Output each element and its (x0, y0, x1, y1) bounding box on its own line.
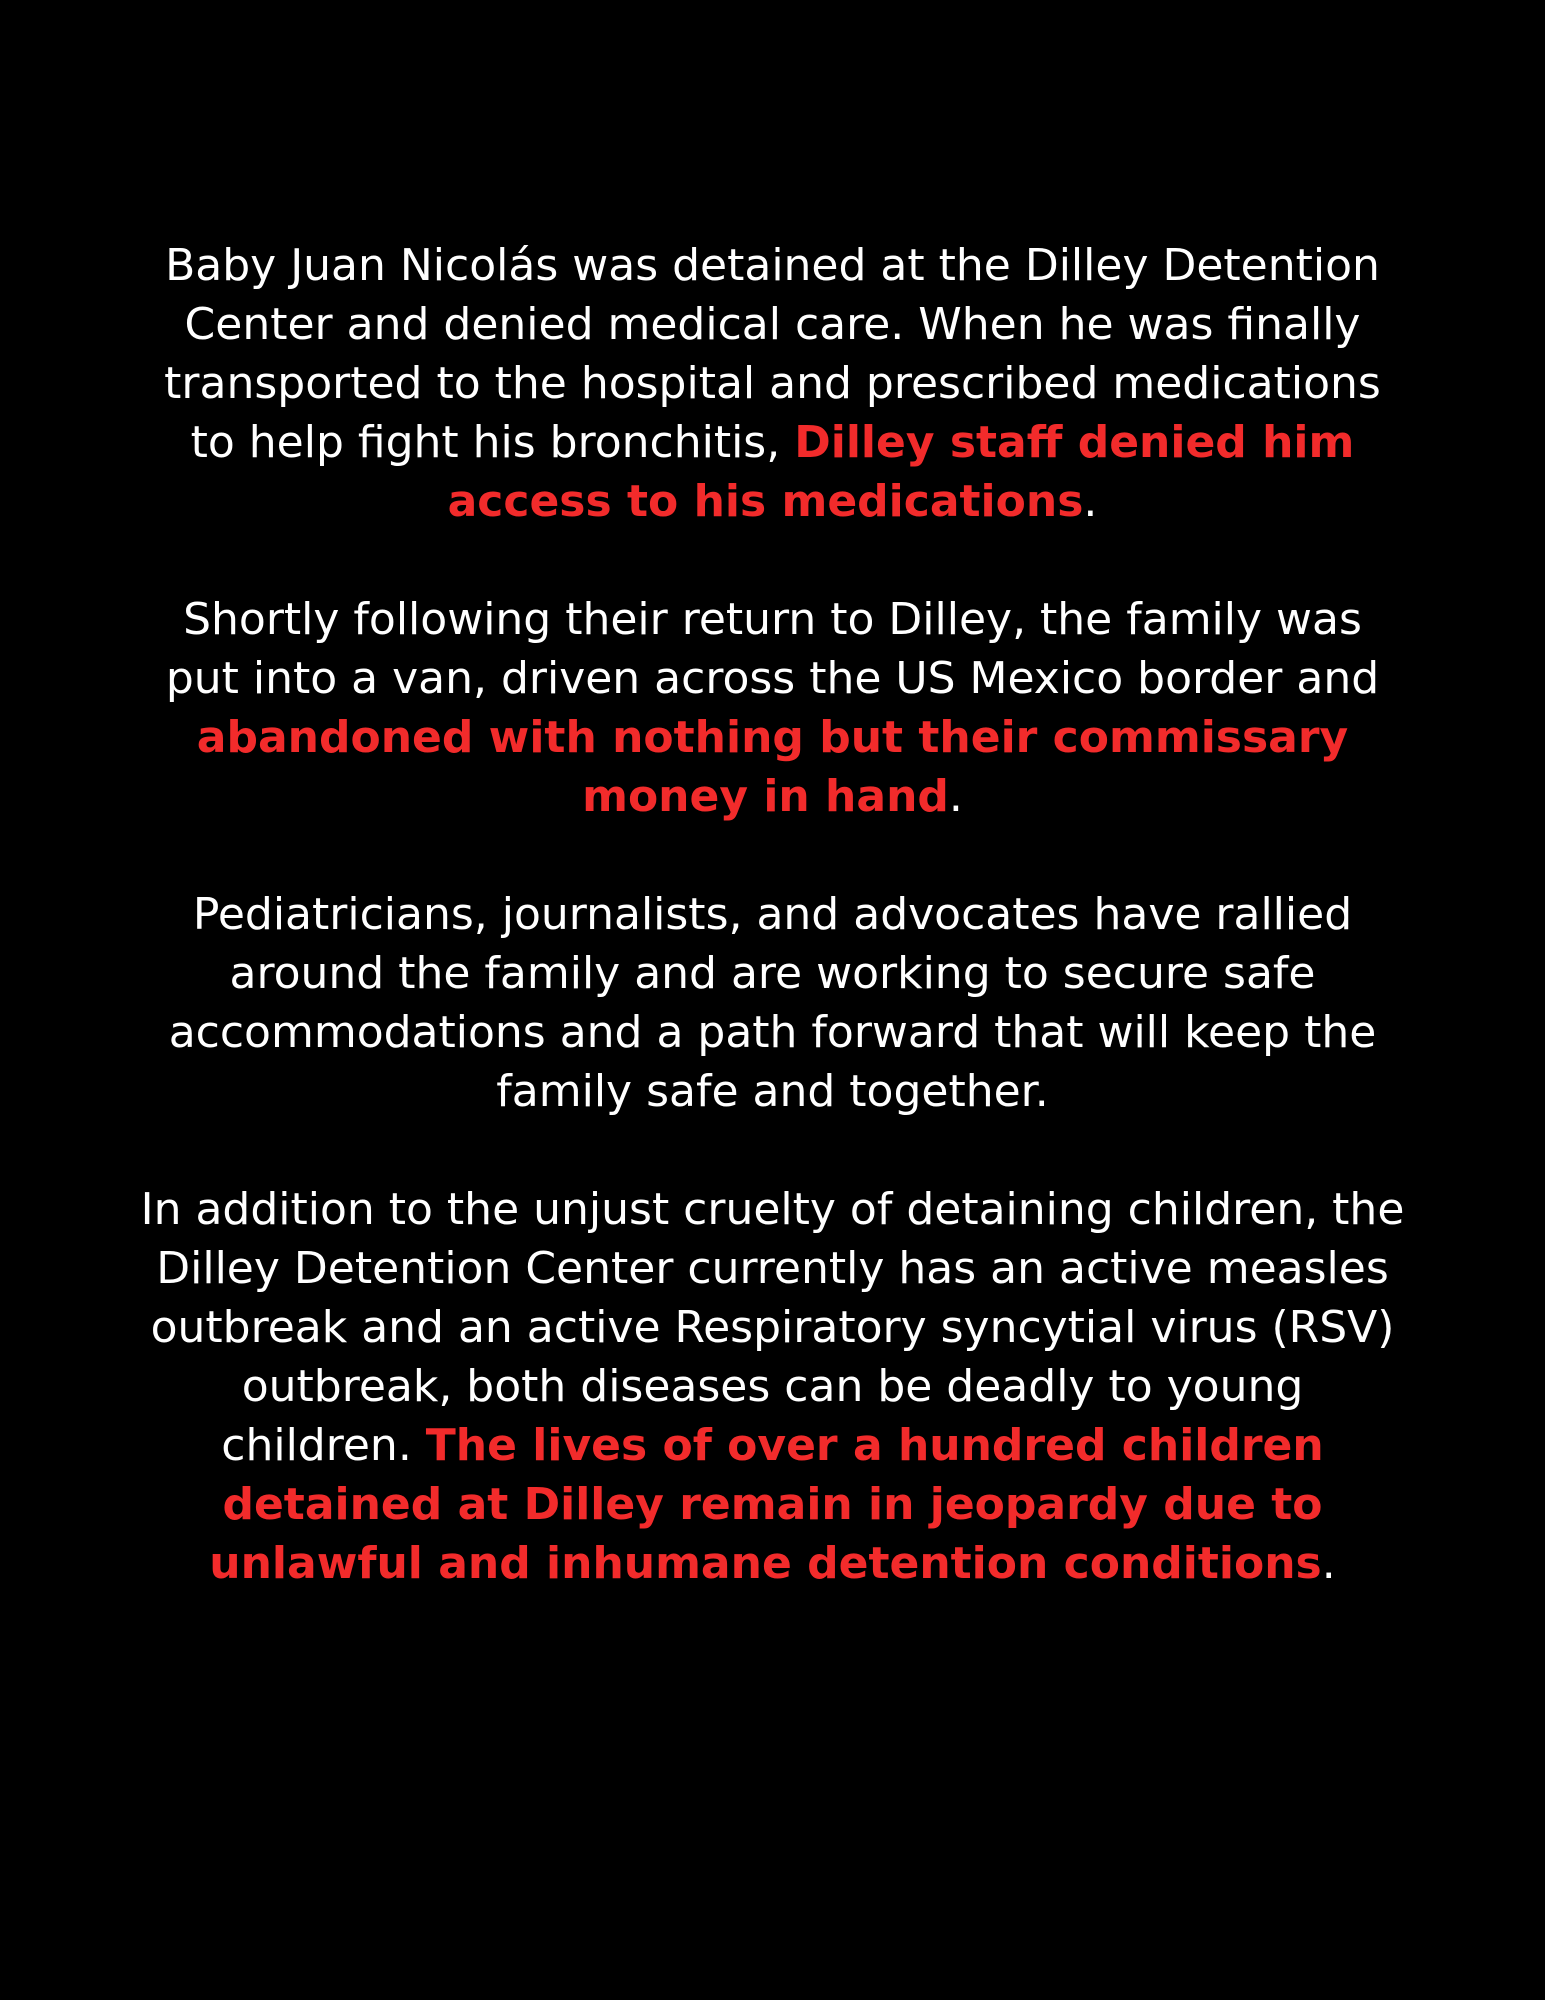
paragraph-text: In addition to the unjust cruelty of detaining children, the Dilley Detention Center currently has an active measles outbreak and an active Respiratory syncytial virus (RSV) outbreak, both diseases can be deadly to young children. (140, 1184, 1405, 1471)
paragraph-text: . (1083, 476, 1098, 527)
paragraph-text: Shortly following their return to Dilley, the family was put into a van, driven across the US Mexico border and (165, 594, 1380, 704)
highlighted-text: abandoned with nothing but their commissary money in hand (196, 712, 1349, 822)
paragraph-detention (140, 236, 1405, 531)
highlighted-text: The lives of over a hundred children detained at Dilley remain in jeopardy due to unlawful and inhumane detention conditions (209, 1420, 1324, 1589)
paragraph-support (140, 885, 1405, 1121)
highlighted-text: Dilley staff denied him access to his medications (447, 417, 1355, 527)
paragraph-text: Pediatricians, journalists, and advocates have rallied around the family and are working to secure safe accommodations and a path forward that will keep the family safe and together. (168, 889, 1377, 1117)
paragraph-deportation (140, 590, 1405, 826)
paragraph-text: . (1321, 1538, 1336, 1589)
text-content (140, 236, 1405, 1593)
paragraph-text: . (948, 771, 963, 822)
paragraph-text: Baby Juan Nicolás was detained at the Dilley Detention Center and denied medical care. When he was finally transported to the hospital and prescribed medications to help fight his bronchitis, (164, 240, 1381, 468)
paragraph-outbreak (140, 1180, 1405, 1593)
